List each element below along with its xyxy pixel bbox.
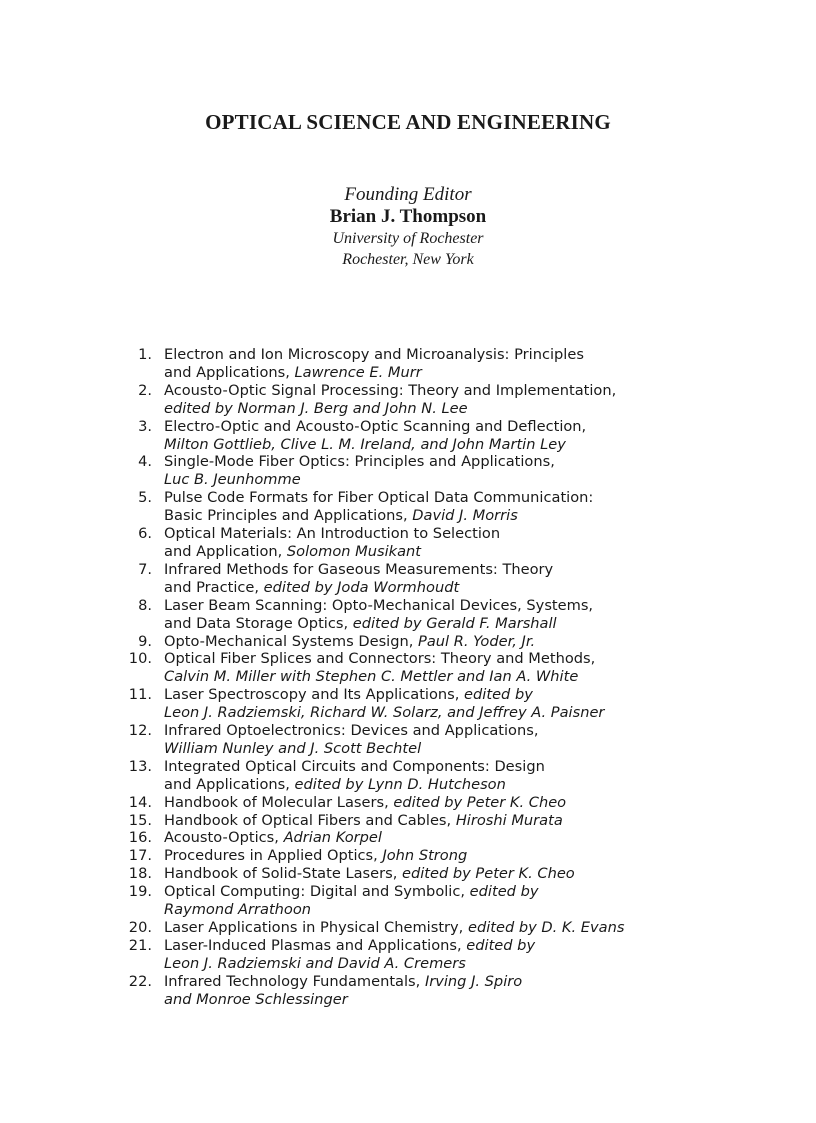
book-number: 2.: [138, 381, 152, 399]
book-list-item: [0, 758, 816, 794]
book-author-text: Calvin M. Miller with Stephen C. Mettler and Ian A. White: [164, 668, 579, 686]
book-list-item: [0, 865, 816, 883]
book-author-text: edited by Peter K. Cheo: [393, 793, 567, 811]
book-entry-line: [0, 400, 816, 418]
book-list-item: [0, 597, 816, 633]
book-author-text: Adrian Korpel: [283, 829, 382, 847]
book-list-item: [0, 847, 816, 865]
book-number: 21.: [128, 936, 152, 954]
book-title-text: Infrared Methods for Gaseous Measurements: Theory: [164, 560, 554, 578]
book-list: [0, 346, 816, 1009]
book-author-text: edited by Joda Wormhoudt: [263, 578, 460, 596]
book-number: 11.: [128, 686, 152, 704]
editor-location: Rochester, New York: [342, 251, 474, 268]
book-entry-line: [0, 615, 816, 633]
book-list-item: [0, 561, 816, 597]
book-title-text: and Data Storage Optics,: [164, 614, 353, 632]
book-entry-line: [0, 704, 816, 722]
book-author-text: Irving J. Spiro: [424, 972, 523, 990]
book-number: 6.: [138, 525, 152, 543]
book-title-text: Infrared Optoelectronics: Devices and Applications,: [164, 722, 539, 740]
book-entry-line: [0, 364, 816, 382]
book-entry-line: [0, 901, 816, 919]
book-list-item: [0, 382, 816, 418]
book-author-text: edited by: [464, 686, 533, 704]
book-title-text: Laser Beam Scanning: Opto-Mechanical Devices, Systems,: [164, 596, 594, 614]
book-number: 20.: [128, 919, 152, 936]
book-title-text: Optical Fiber Splices and Connectors: Theory and Methods,: [164, 650, 596, 668]
editor-name: Brian J. Thompson: [329, 206, 487, 227]
book-number: 4.: [138, 453, 152, 471]
book-list-item: [0, 812, 816, 830]
book-title-text: Opto-Mechanical Systems Design,: [164, 632, 419, 650]
book-title-text: and Practice,: [164, 578, 264, 596]
book-number: 10.: [128, 650, 152, 668]
book-title-text: Handbook of Molecular Lasers,: [164, 793, 394, 811]
book-author-text: edited by: [469, 883, 539, 901]
book-title-text: Basic Principles and Applications,: [164, 507, 413, 525]
book-list-item: [0, 633, 816, 651]
book-author-text: edited by Peter K. Cheo: [401, 865, 575, 883]
book-author-text: Hiroshi Murata: [455, 811, 563, 829]
book-title-text: Pulse Code Formats for Fiber Optical Data Communication:: [164, 489, 594, 507]
book-number: 16.: [128, 829, 152, 847]
book-list-item: [0, 346, 816, 382]
editor-affiliation: University of Rochester: [332, 230, 484, 247]
book-author-text: Raymond Arrathoon: [164, 901, 312, 919]
book-title-text: and Applications,: [164, 775, 295, 793]
book-list-item: [0, 937, 816, 973]
book-title-text: Integrated Optical Circuits and Components: Design: [164, 757, 545, 775]
book-author-text: edited by: [466, 936, 536, 954]
book-list-item: [0, 829, 816, 847]
book-list-item: [0, 650, 816, 686]
book-title-text: Optical Materials: An Introduction to Selection: [164, 525, 501, 543]
book-number: 3.: [138, 417, 152, 435]
book-list-item: [0, 686, 816, 722]
book-entry-line: [0, 668, 816, 686]
book-author-text: edited by Lynn D. Hutcheson: [294, 775, 506, 793]
book-list-item: [0, 489, 816, 525]
founding-editor-block: [0, 184, 816, 270]
book-author-text: David J. Morris: [412, 507, 518, 525]
book-number: 1.: [138, 346, 152, 363]
book-number: 17.: [128, 847, 152, 865]
book-title-text: Infrared Technology Fundamentals,: [164, 972, 425, 990]
book-title-text: Single-Mode Fiber Optics: Principles and Applications,: [164, 453, 555, 471]
book-author-text: edited by D. K. Evans: [467, 919, 625, 936]
book-author-text: and Monroe Schlessinger: [164, 990, 348, 1008]
book-entry-line: [0, 991, 816, 1009]
book-entry-line: [0, 579, 816, 597]
book-author-text: Leon J. Radziemski and David A. Cremers: [164, 954, 466, 972]
book-list-item: [0, 883, 816, 919]
book-entry-line: [0, 507, 816, 525]
book-entry-line: [0, 543, 816, 561]
editor-role: Founding Editor: [344, 184, 472, 205]
book-title-text: Laser Spectroscopy and Its Applications,: [164, 686, 465, 704]
book-number: 12.: [128, 722, 152, 740]
book-number: 15.: [128, 811, 152, 829]
book-number: 13.: [128, 757, 152, 775]
book-number: 22.: [128, 972, 152, 990]
book-number: 7.: [138, 560, 152, 578]
book-title-text: Handbook of Solid-State Lasers,: [164, 865, 402, 883]
series-title: OPTICAL SCIENCE AND ENGINEERING: [205, 110, 611, 134]
book-entry-line: [0, 436, 816, 454]
book-author-text: edited by Norman J. Berg and John N. Lee: [164, 399, 468, 417]
book-author-text: John Strong: [382, 847, 468, 865]
book-title-text: Acousto-Optics,: [164, 829, 284, 847]
book-title-text: Acousto-Optic Signal Processing: Theory and Implementation,: [164, 381, 617, 399]
book-number: 19.: [128, 883, 152, 901]
book-entry-line: [0, 955, 816, 973]
book-number: 14.: [128, 793, 152, 811]
book-title-text: Procedures in Applied Optics,: [164, 847, 383, 865]
book-number: 8.: [138, 596, 152, 614]
book-entry-line: [0, 740, 816, 758]
book-entry-line: [0, 471, 816, 489]
book-list-item: [0, 722, 816, 758]
book-author-text: William Nunley and J. Scott Bechtel: [164, 739, 422, 757]
book-author-text: Milton Gottlieb, Clive L. M. Ireland, and John Martin Ley: [164, 435, 566, 453]
book-title-text: Optical Computing: Digital and Symbolic,: [164, 883, 470, 901]
book-author-text: Lawrence E. Murr: [294, 363, 422, 381]
book-number: 18.: [128, 865, 152, 883]
book-author-text: edited by Gerald F. Marshall: [352, 614, 557, 632]
book-title-text: Laser Applications in Physical Chemistry,: [164, 919, 468, 936]
book-title-text: Electron and Ion Microscopy and Microanalysis: Principles: [164, 346, 584, 363]
book-author-text: Leon J. Radziemski, Richard W. Solarz, and Jeffrey A. Paisner: [164, 704, 605, 722]
book-title-text: and Application,: [164, 542, 287, 560]
book-number: 5.: [138, 489, 152, 507]
book-author-text: Luc B. Jeunhomme: [164, 471, 301, 489]
book-title-text: and Applications,: [164, 363, 295, 381]
book-author-text: Solomon Musikant: [286, 542, 421, 560]
book-list-item: [0, 919, 816, 937]
book-list-item: [0, 525, 816, 561]
book-list-item: [0, 973, 816, 1009]
book-title-text: Handbook of Optical Fibers and Cables,: [164, 811, 456, 829]
book-title-text: Electro-Optic and Acousto-Optic Scanning and Deflection,: [164, 417, 587, 435]
book-list-item: [0, 418, 816, 454]
book-author-text: Paul R. Yoder, Jr.: [418, 632, 536, 650]
book-list-item: [0, 794, 816, 812]
book-list-item: [0, 453, 816, 489]
book-title-text: Laser-Induced Plasmas and Applications,: [164, 936, 467, 954]
book-number: 9.: [138, 632, 152, 650]
book-entry-line: [0, 776, 816, 794]
